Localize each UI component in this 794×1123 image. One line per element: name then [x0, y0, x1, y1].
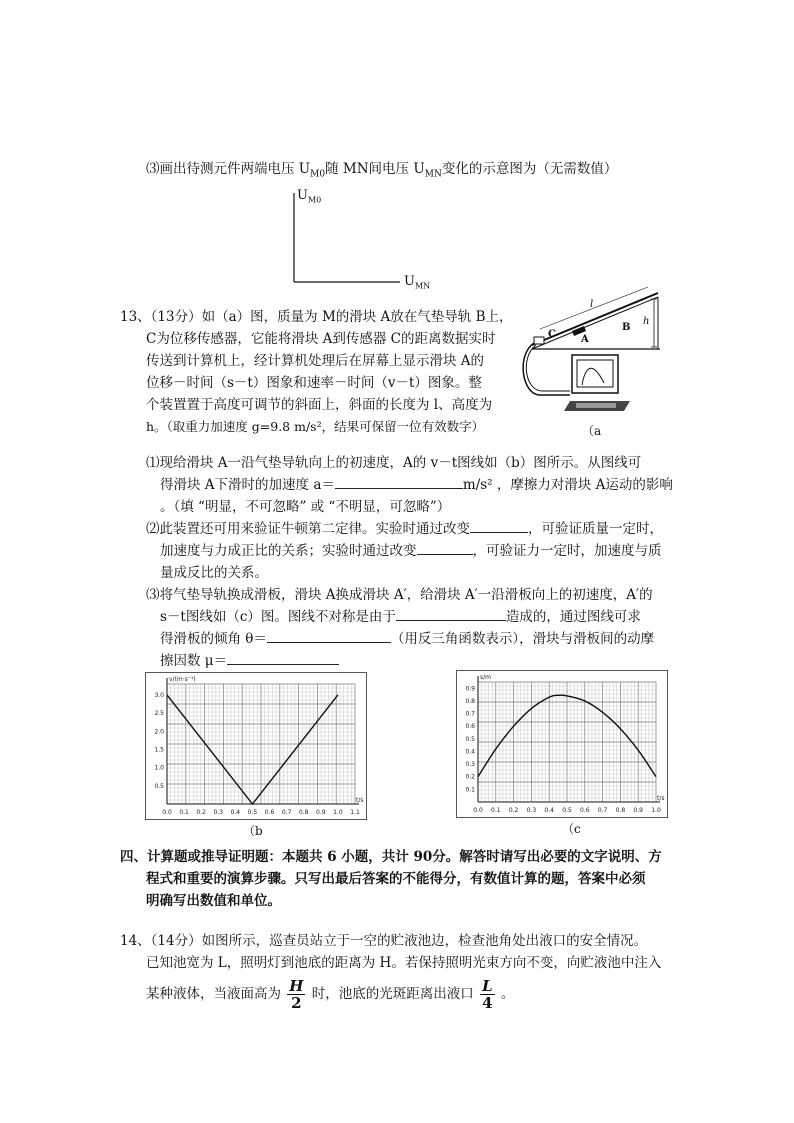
chart-b-x-tick: 1.0	[333, 809, 343, 816]
fig-a-label-C: C	[548, 329, 556, 340]
chart-b-y-tick: 1.0	[154, 764, 164, 772]
q13-line3: 传送到计算机上，经计算机处理后在屏幕上显示滑块 A的	[146, 353, 485, 369]
q14-line2: 已知池宽为 L，照明灯到池底的距离为 H。若保持照明光束方向不变，向贮液池中注入	[146, 955, 662, 971]
q14-line3: 某种液体，当液面高为 $\frac{H}{2}$ 时，池底的光斑距离出液口 $\frac{L}{4}$ 。	[146, 977, 515, 1012]
q14-line1: 14、（14分）如图所示，巡查员站立于一空的贮液池边，检查池角处出液口的安全情况。	[120, 933, 648, 949]
s3-line2: s－t图线如（c）图。图线不对称是由于 造成的，通过图线可求	[160, 606, 641, 628]
s1-line1: ⑴现给滑块 A一沿气垫导轨向上的初速度，A的 v－t图线如（b）图所示。从图线可	[146, 455, 642, 471]
blank-acceleration[interactable]	[335, 474, 463, 489]
q13-line2: C为位移传感器，它能将滑块 A到传感器 C的距离数据实时	[146, 331, 496, 347]
section4-line2: 程式和重要的演算步骤。只写出最后答案的不能得分，有数值计算的题，答案中必须	[146, 871, 646, 887]
chart-c-caption: （c	[562, 822, 581, 836]
chart-b-x-tick: 1.1	[350, 809, 360, 816]
fraction-l-over-4: $\frac{L}{4}$	[482, 977, 493, 1012]
s2-line3: 量成反比的关系。	[160, 565, 268, 581]
chart-b-y-tick: 1.5	[154, 746, 164, 754]
fig-a-label-A: A	[581, 334, 589, 345]
chart-b-x-tick: 0.0	[162, 809, 172, 816]
chart-c-y-tick: 0.5	[465, 735, 475, 743]
chart-b-x-tick: 0.4	[230, 809, 241, 816]
chart-c-x-tick: 0.2	[508, 807, 519, 814]
chart-c-x-tick: 0.1	[491, 807, 501, 814]
chart-b-y-tick: 0.5	[154, 782, 164, 790]
chart-c-ylabel: s/m	[480, 674, 491, 681]
fig-a-caption: （a	[582, 424, 602, 438]
s3-line4: 擦因数 μ＝	[160, 650, 339, 672]
chart-c-x-tick: 0.5	[562, 807, 572, 814]
chart-c-y-tick: 0.7	[465, 710, 475, 718]
chart-b-y-tick: 2.5	[154, 710, 164, 718]
blank-cause[interactable]	[396, 606, 506, 621]
chart-b-ylabel: v/(m·s⁻¹)	[169, 676, 196, 683]
q13-line4: 位移－时间（s－t）图象和速率－时间（v－t）图象。整	[146, 375, 482, 391]
chart-b-caption: （b	[243, 824, 263, 838]
s2-line2: 加速度与力成正比的关系；实验时通过改变 ，可验证力一定时，加速度与质	[160, 540, 662, 562]
chart-c-frame	[457, 671, 668, 818]
chart-c-x-tick: 0.9	[633, 807, 643, 814]
chart-b-x-tick: 0.1	[179, 809, 189, 816]
chart-b-xlabel: t/s	[356, 797, 364, 804]
fig-a-label-B: B	[622, 322, 631, 333]
chart-c-y-tick: 0.6	[465, 723, 475, 731]
s1-line3: 。（填 “明显，不可忽略” 或 “不明显，可忽略”）	[160, 499, 451, 515]
chart-c-x-tick: 0.4	[544, 807, 554, 814]
chart-b-x-tick: 0.2	[196, 809, 206, 816]
q13-line5: 个装置置于高度可调节的斜面上，斜面的长度为 l、高度为	[146, 397, 493, 413]
chart-c-x-tick: 0.7	[597, 807, 608, 814]
chart-b-x-tick: 0.6	[264, 809, 275, 816]
blank-mu[interactable]	[227, 650, 339, 665]
s3-line3: 得滑板的倾角 θ＝ （用反三角函数表示），滑块与滑板间的动摩	[160, 628, 654, 650]
chart-c-y-tick: 0.4	[465, 748, 475, 756]
chart-c-x-tick: 1.0	[651, 807, 661, 814]
chart-b-x-tick: 0.8	[298, 809, 309, 816]
chart-c-x-tick: 0.0	[473, 807, 483, 814]
s2-line1: ⑵此装置还可用来验证牛顿第二定律。实验时通过改变 ，可验证质量一定时，	[146, 518, 663, 540]
part3-prompt: ⑶画出待测元件两端电压 $U_{M0}$随 MN间电压 $U_{MN}$变化的示意图为（无需数值）	[146, 161, 618, 180]
axis-y-label: $U_{M0}$	[297, 188, 322, 205]
chart-c	[456, 670, 668, 818]
section4-line1: 四、计算题或推导证明题：本题共 6 小题，共计 90分。解答时请写出必要的文字说明、方	[120, 849, 662, 865]
chart-b-x-tick: 0.5	[247, 809, 258, 816]
fig-a-label-l: l	[590, 299, 594, 310]
chart-b-frame	[146, 673, 367, 820]
q13-line6: h。（取重力加速度 g=9.8 m/s²，结果可保留一位有效数字）	[146, 419, 485, 434]
axis-x-label: $U_{MN}$	[404, 274, 431, 291]
figure-a	[520, 285, 680, 430]
s1-line2: 得滑块 A下滑时的加速度 a＝ m/s² ，摩擦力对滑块 A运动的影响	[160, 474, 673, 496]
blank-change-1[interactable]	[470, 518, 528, 533]
blank-theta[interactable]	[267, 628, 391, 643]
chart-c-y-tick: 0.3	[465, 761, 475, 769]
chart-c-y-tick: 0.1	[465, 786, 475, 794]
chart-b	[145, 672, 367, 820]
chart-c-xlabel: t/s	[657, 795, 665, 802]
chart-c-y-tick: 0.8	[465, 697, 475, 705]
fraction-h-over-2: $\frac{H}{2}$	[289, 977, 304, 1012]
s3-line1: ⑶将气垫导轨换成滑板，滑块 A换成滑块 A′，给滑块 A′一沿滑板向上的初速度，A′的	[146, 587, 653, 603]
chart-b-y-tick: 2.0	[154, 728, 164, 736]
fig-a-label-h: h	[643, 316, 650, 327]
chart-c-x-tick: 0.8	[615, 807, 626, 814]
chart-b-x-tick: 0.3	[213, 809, 224, 816]
section4-line3: 明确写出数值和单位。	[146, 893, 281, 909]
chart-c-y-tick: 0.9	[465, 685, 475, 693]
blank-change-2[interactable]	[417, 540, 473, 555]
chart-c-x-tick: 0.3	[526, 807, 537, 814]
chart-b-y-tick: 3.0	[154, 691, 164, 699]
chart-b-x-tick: 0.9	[316, 809, 326, 816]
chart-b-x-tick: 0.7	[281, 809, 292, 816]
chart-c-y-tick: 0.2	[465, 773, 475, 781]
q13-line1: 13、（13分）如（a）图，质量为 M的滑块 A放在气垫导轨 B上，	[120, 309, 513, 325]
chart-c-x-tick: 0.6	[580, 807, 590, 814]
